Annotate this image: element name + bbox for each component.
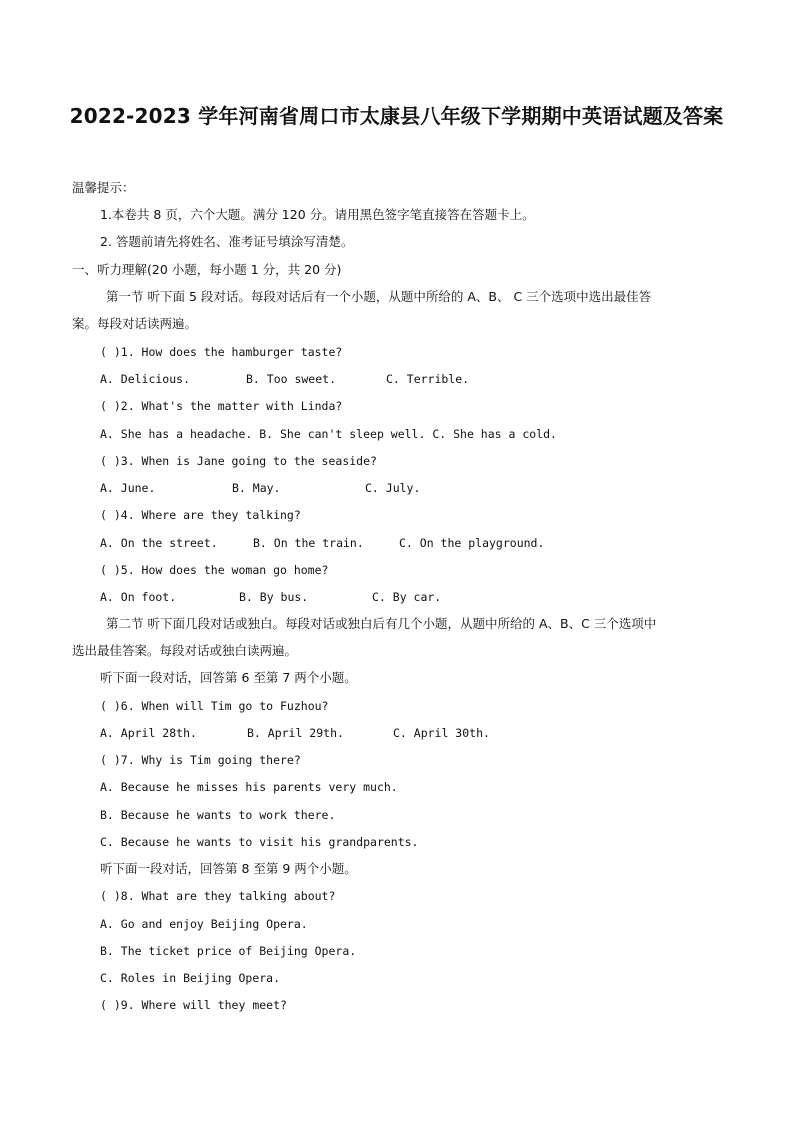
notice-header: 温馨提示：	[72, 180, 135, 195]
question-6-options	[100, 725, 490, 741]
question-8: ( )8. What are they talking about?	[100, 889, 336, 903]
notice-line-2: 2. 答题前请先将姓名、准考证号填涂写清楚。	[100, 234, 354, 249]
option-c: C. July.	[365, 481, 421, 495]
option-b: B. On the train.	[253, 536, 364, 550]
option-b: B. Too sweet.	[246, 372, 337, 386]
part-2-intro-cont: 选出最佳答案。每段对话或独白读两遍。	[72, 643, 298, 658]
question-7-option-b: B. Because he wants to work there.	[100, 808, 336, 822]
option-a: A. June.	[100, 481, 156, 495]
option-c: C. On the playground.	[399, 536, 545, 550]
question-7-option-a: A. Because he misses his parents very much.	[100, 780, 398, 794]
section-1-title: 一、听力理解(20 小题，每小题 1 分，共 20 分)	[72, 262, 342, 277]
question-6: ( )6. When will Tim go to Fuzhou?	[100, 699, 329, 713]
option-c: C. By car.	[372, 590, 442, 604]
question-3: ( )3. When is Jane going to the seaside?	[100, 454, 377, 468]
option-b: B. By bus.	[239, 590, 309, 604]
question-8-option-c: C. Roles in Beijing Opera.	[100, 971, 281, 985]
page-title: 2022-2023 学年河南省周口市太康县八年级下学期期中英语试题及答案	[69, 104, 724, 128]
part-1-intro-cont: 案。每段对话读两遍。	[72, 316, 198, 331]
option-a: A. On the street.	[100, 536, 218, 550]
option-a: A. On foot.	[100, 590, 177, 604]
question-2-options: A. She has a headache. B. She can't sleep well. C. She has a cold.	[100, 427, 557, 441]
question-4: ( )4. Where are they talking?	[100, 508, 301, 522]
option-b: B. April 29th.	[247, 726, 344, 740]
part-1-intro: 第一节 听下面 5 段对话。每段对话后有一个小题，从题中所给的 A、B、 C 三个选项中选出最佳答	[106, 289, 652, 304]
question-5: ( )5. How does the woman go home?	[100, 563, 329, 577]
part-2-intro: 第二节 听下面几段对话或独白。每段对话或独白后有几个小题，从题中所给的 A、B、C 三个选项中	[106, 616, 657, 631]
question-8-option-b: B. The ticket price of Beijing Opera.	[100, 944, 357, 958]
option-a: A. April 28th.	[100, 726, 197, 740]
question-1-options	[100, 371, 469, 387]
question-5-options	[100, 589, 441, 605]
option-c: C. Terrible.	[386, 372, 470, 386]
option-c: C. April 30th.	[393, 726, 490, 740]
question-4-options	[100, 535, 544, 551]
question-3-options	[100, 480, 420, 496]
dialog-8-9-instruction: 听下面一段对话，回答第 8 至第 9 两个小题。	[100, 861, 357, 876]
option-b: B. May.	[232, 481, 281, 495]
question-1: ( )1. How does the hamburger taste?	[100, 345, 343, 359]
question-7: ( )7. Why is Tim going there?	[100, 753, 301, 767]
question-8-option-a: A. Go and enjoy Beijing Opera.	[100, 917, 308, 931]
question-9: ( )9. Where will they meet?	[100, 998, 287, 1012]
notice-line-1: 1.本卷共 8 页，六个大题。满分 120 分。请用黑色签字笔直接答在答题卡上。	[100, 207, 535, 222]
question-7-option-c: C. Because he wants to visit his grandparents.	[100, 835, 419, 849]
dialog-6-7-instruction: 听下面一段对话，回答第 6 至第 7 两个小题。	[100, 670, 357, 685]
option-a: A. Delicious.	[100, 372, 191, 386]
question-2: ( )2. What's the matter with Linda?	[100, 399, 343, 413]
